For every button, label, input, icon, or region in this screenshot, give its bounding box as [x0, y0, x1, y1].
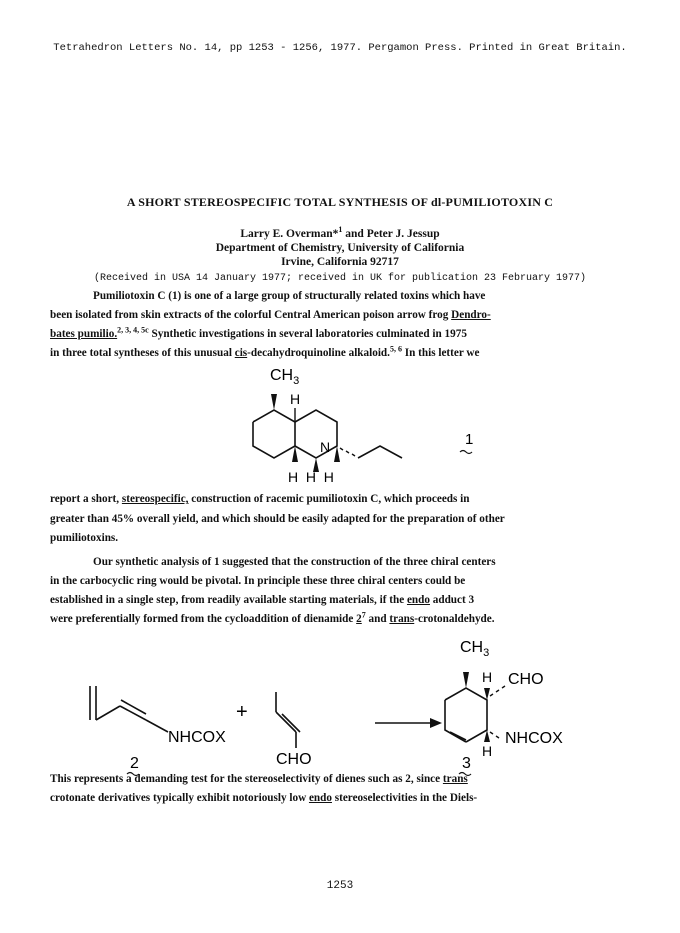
compound-label-2: 2 — [130, 755, 139, 772]
text-line — [50, 327, 467, 341]
author-line — [0, 225, 680, 240]
h-labels-bottom: H H H — [288, 469, 334, 485]
text-span: trans — [389, 613, 415, 625]
text-span: and — [365, 613, 390, 625]
received-dates: (Received in USA 14 January 1977; received in UK for publication 23 February 1977) — [93, 273, 587, 284]
species-name: bates pumilio. — [50, 328, 118, 340]
text-line — [93, 289, 485, 303]
compound-label-1: 1 — [465, 431, 474, 448]
text-span: This represents a demanding test for the stereoselectivity of dienes such as — [50, 773, 406, 785]
text-span: established in a single step, from readily available starting materials, if the — [50, 594, 407, 606]
text-line — [50, 791, 477, 805]
compound-number: 2 — [405, 773, 411, 785]
text-span: endo — [406, 594, 430, 606]
wedge-bond — [271, 394, 277, 410]
text-span: -crotonaldehyde. — [414, 613, 495, 625]
genus-name: Dendro- — [451, 309, 491, 321]
text-span: In this letter we — [401, 347, 480, 359]
text-span: construction of racemic pumiliotoxin C, which proceeds in — [188, 493, 470, 505]
text-span: crotonate derivatives typically exhibit notoriously low — [50, 792, 309, 804]
text-line — [50, 492, 470, 506]
text-line: pumiliotoxins. — [50, 532, 119, 544]
text-line — [50, 593, 474, 607]
page-number: 1253 — [326, 880, 354, 892]
text-span: Synthetic investigations in several laboratories culminated in 1975 — [148, 328, 467, 340]
text-line — [50, 772, 468, 786]
location: Irvine, California 92717 — [281, 256, 399, 268]
text-span: Our synthetic analysis of — [93, 556, 215, 568]
h-label: H — [482, 669, 493, 685]
text-line: in the carbocyclic ring would be pivotal. In principle these three chiral centers could be — [50, 575, 466, 587]
cho-label: CHO — [276, 751, 312, 768]
text-span: were preferentially formed from the cycloaddition of dienamide — [50, 613, 357, 625]
text-line: greater than 45% overall yield, and which should be easily adapted for the preparation of other — [50, 513, 505, 525]
footnote-ref: 5, 6 — [389, 344, 402, 354]
text-line — [50, 612, 495, 626]
text-span: been isolated from skin extracts of the colorful Central American poison arrow frog — [50, 309, 452, 321]
structure-1-pumiliotoxin — [230, 360, 500, 485]
text-span: report a short, — [50, 493, 122, 505]
ch3-label: $CH_3$ — [270, 367, 300, 387]
text-span: endo — [308, 792, 332, 804]
text-span: trans — [442, 773, 468, 785]
text-span: suggested that the construction of the three chiral centers — [219, 556, 496, 568]
text-span: ) is one of a large group of structurally related toxins which have — [177, 290, 486, 302]
footnote-ref: 7 — [361, 610, 366, 620]
journal-header: Tetrahedron Letters No. 14, pp 1253 - 1256, 1977. Pergamon Press. Printed in Great Britain. — [53, 42, 627, 54]
h-label: H — [290, 391, 301, 407]
compound-number: 1 — [214, 556, 220, 568]
text-span: cis — [234, 347, 248, 359]
ch3-label: $CH_3$ — [460, 639, 490, 659]
text-span: stereoselectivities in the Diels- — [331, 792, 478, 804]
compound-label-3: 3 — [462, 755, 471, 772]
reaction-scheme — [50, 628, 630, 778]
text-span: , since — [410, 773, 443, 785]
paper-title: A SHORT STEREOSPECIFIC TOTAL SYNTHESIS OF dl-PUMILIOTOXIN C — [126, 195, 554, 209]
footnote-ref: 1 — [338, 225, 343, 235]
nhcox-label: NHCOX — [168, 729, 226, 746]
text-line — [93, 555, 496, 569]
nitrogen-label: N — [320, 439, 331, 455]
compound-number: 3 — [468, 594, 475, 606]
department: Department of Chemistry, University of California — [215, 242, 465, 254]
footnote-ref: 2, 3, 4, 5c — [117, 325, 149, 335]
text-span: Pumiliotoxin C ( — [93, 290, 172, 302]
text-span: in three total syntheses of this unusual — [50, 347, 235, 359]
compound-number: 2 — [356, 613, 362, 625]
h-label: H — [482, 743, 493, 759]
text-span: -decahydroquinoline alkaloid. — [247, 347, 390, 359]
plus-sign: + — [236, 701, 248, 723]
text-span: adduct — [429, 594, 469, 606]
author-name: Larry E. Overman* — [240, 228, 339, 240]
compound-number: 1 — [171, 290, 178, 302]
cho-label: CHO — [508, 671, 544, 688]
author-name: and Peter J. Jessup — [342, 228, 440, 240]
text-span: stereospecific, — [121, 493, 189, 505]
nhcox-label: NHCOX — [505, 730, 563, 747]
text-line — [50, 346, 479, 360]
text-line — [50, 308, 491, 322]
